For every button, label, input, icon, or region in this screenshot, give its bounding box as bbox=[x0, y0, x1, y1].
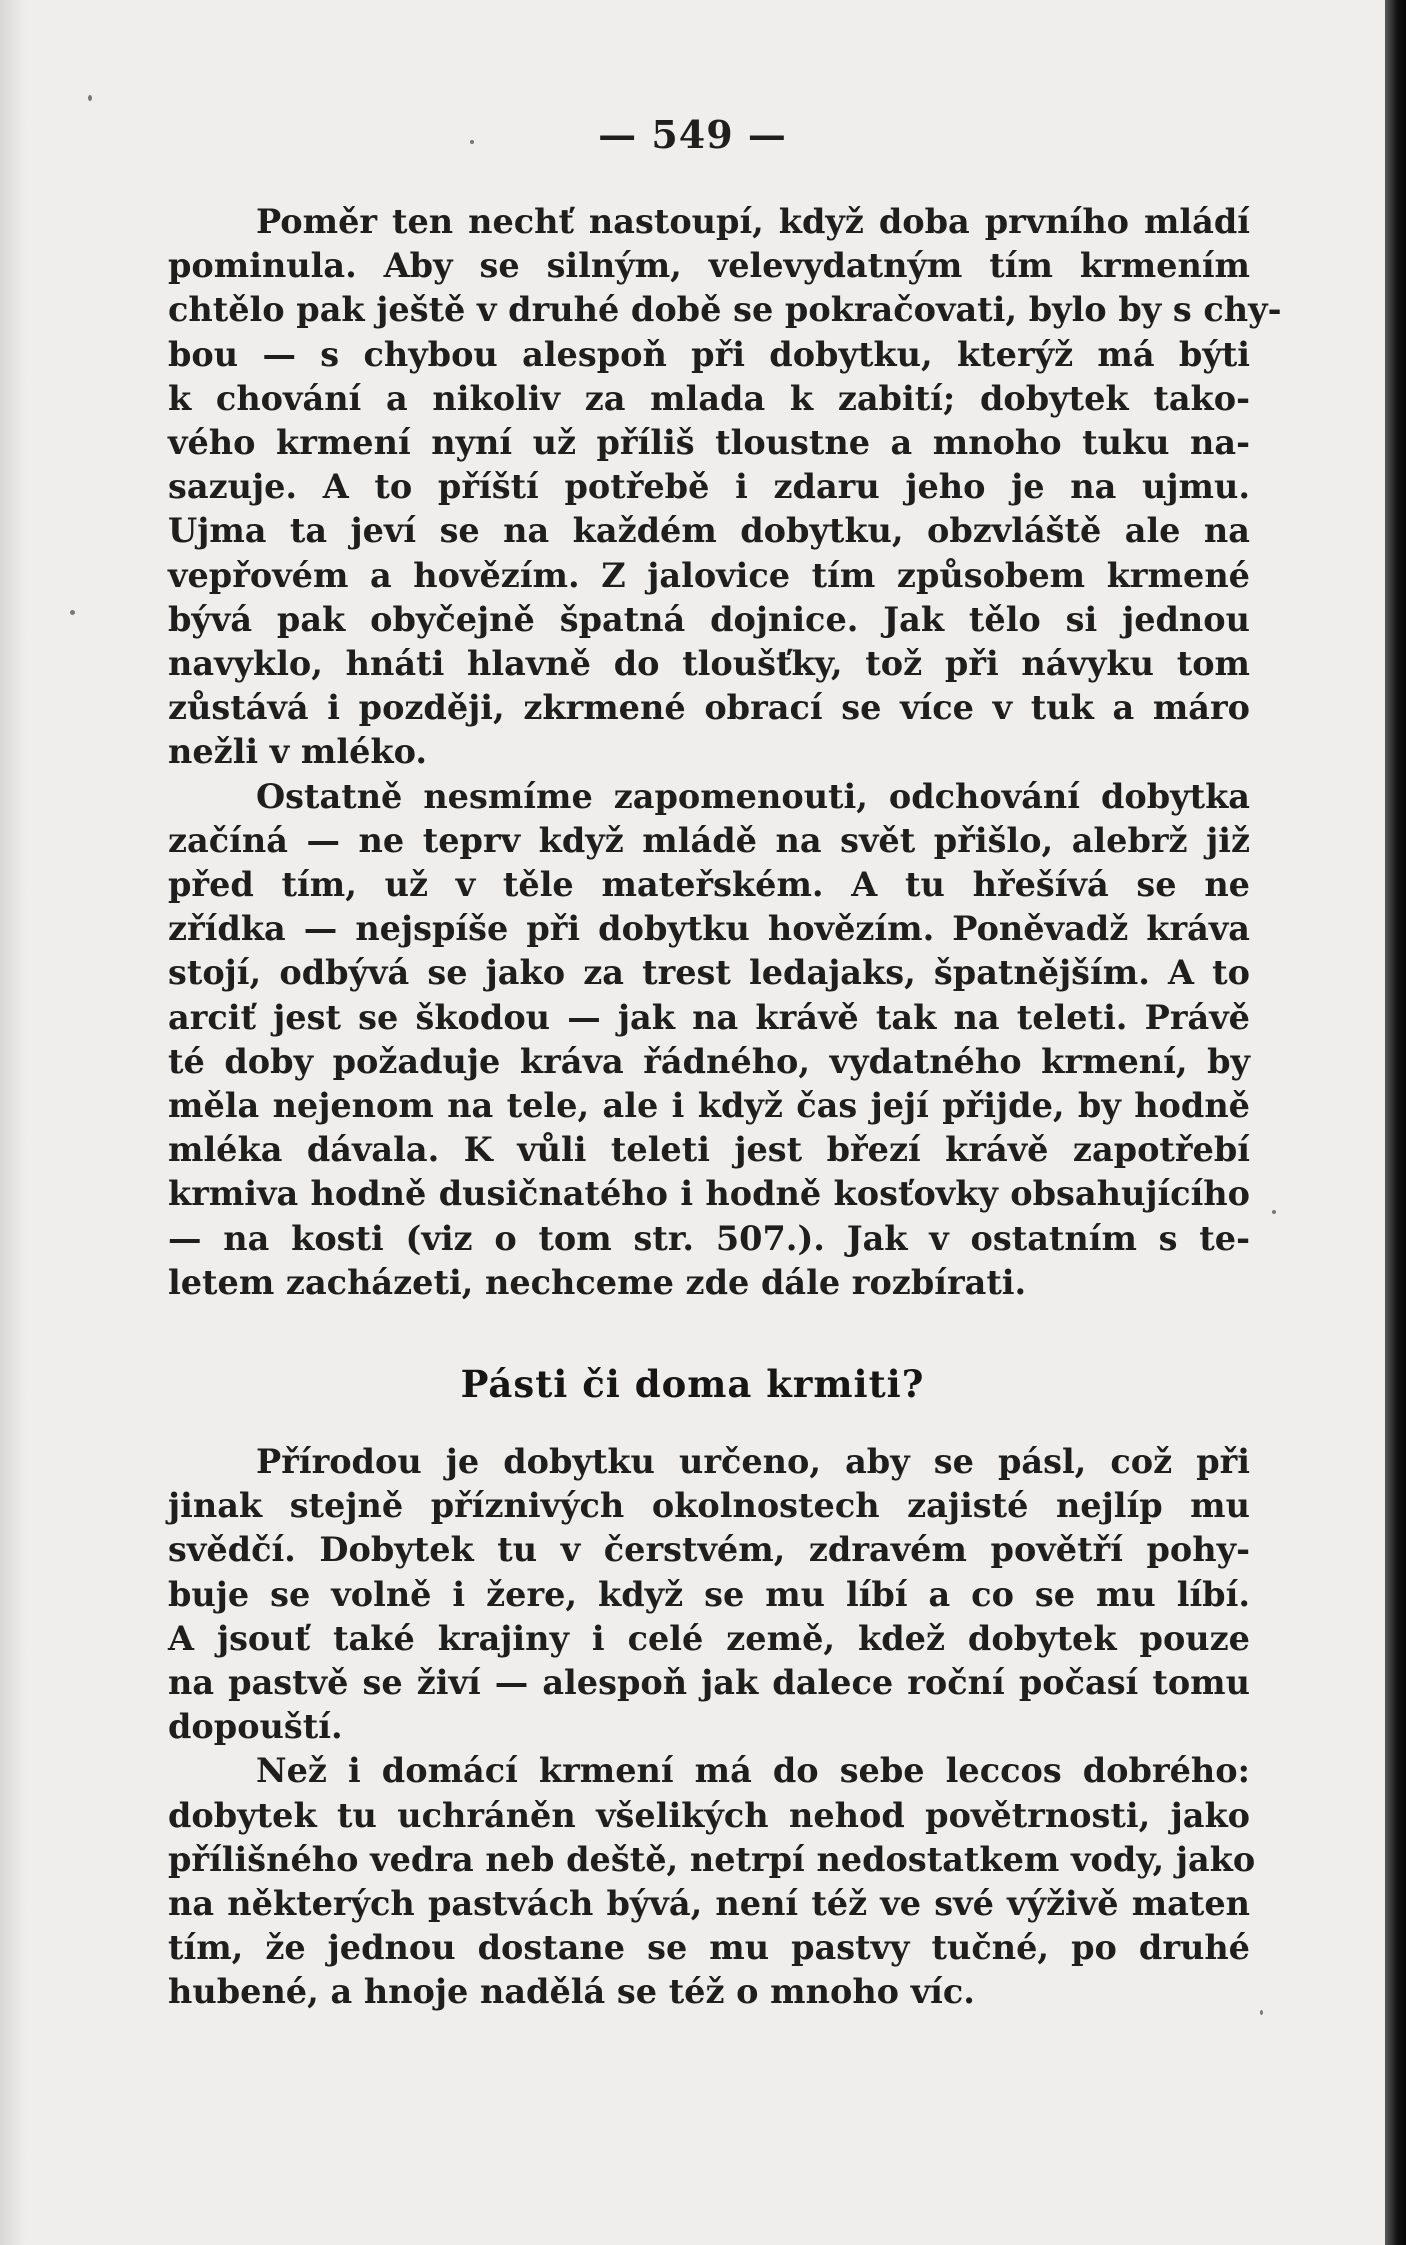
text-line: buje se volně i žere, když se mu líbí a co se mu líbí. bbox=[168, 1574, 1250, 1614]
text-line: té doby požaduje kráva řádného, vydatného krmení, by bbox=[168, 1041, 1250, 1081]
page-number: — 549 — bbox=[598, 112, 787, 157]
paper-speck bbox=[88, 95, 92, 101]
text-line: Než i domácí krmení má do sebe leccos dobrého: bbox=[256, 1751, 1250, 1791]
text-line: navyklo, hnáti hlavně do tloušťky, tož při návyku tom bbox=[168, 644, 1250, 684]
text-line: arciť jest se škodou — jak na krávě tak na teleti. Právě bbox=[168, 997, 1250, 1037]
paper-speck bbox=[470, 140, 474, 144]
text-line: vého krmení nyní už příliš tloustne a mnoho tuku na- bbox=[168, 423, 1250, 463]
text-line: zřídka — nejspíše při dobytku hovězím. Poněvadž kráva bbox=[168, 909, 1250, 949]
section-2-text bbox=[168, 1440, 1256, 2015]
text-line: Poměr ten nechť nastoupí, když doba prvního mládí bbox=[256, 202, 1250, 241]
text-line: Ujma ta jeví se na každém dobytku, obzvláště ale na bbox=[168, 511, 1250, 551]
text-line: nežli v mléko. bbox=[168, 732, 428, 772]
text-line: hubené, a hnoje nadělá se též o mnoho víc. bbox=[168, 1972, 975, 2012]
text-line: jinak stejně příznivých okolnostech zajisté nejlíp mu bbox=[168, 1486, 1250, 1526]
paper-speck bbox=[70, 610, 75, 615]
text-line: před tím, už v těle mateřském. A tu hřešívá se ne bbox=[168, 865, 1250, 905]
text-line: na pastvě se živí — alespoň jak dalece roční počasí tomu bbox=[168, 1663, 1250, 1703]
text-line: dobytek tu uchráněn všelikých nehod povětrnosti, jako bbox=[168, 1795, 1250, 1835]
text-line: měla nejenom na tele, ale i když čas její přijde, by hodně bbox=[168, 1086, 1250, 1126]
text-line: — na kosti (viz o tom str. 507.). Jak v ostatním s te- bbox=[168, 1218, 1250, 1258]
text-line: letem zacházeti, nechceme zde dále rozbírati. bbox=[168, 1262, 1027, 1302]
text-line: svědčí. Dobytek tu v čerstvém, zdravém povětří pohy- bbox=[168, 1530, 1250, 1570]
text-line: stojí, odbývá se jako za trest ledajaks, špatnějším. A to bbox=[168, 953, 1250, 993]
text-line: mléka dávala. K vůli teleti jest březí krávě zapotřebí bbox=[168, 1130, 1250, 1170]
text-line: bývá pak obyčejně špatná dojnice. Jak tělo si jednou bbox=[168, 599, 1250, 639]
text-line: začíná — ne teprv když mládě na svět přišlo, alebrž již bbox=[168, 820, 1250, 860]
text-line: krmiva hodně dusičnatého i hodně kosťovky obsahujícího bbox=[168, 1174, 1250, 1214]
text-line: A jsouť také krajiny i celé země, kdež dobytek pouze bbox=[168, 1618, 1250, 1658]
paper-speck bbox=[1272, 1210, 1276, 1214]
text-line: chtělo pak ještě v druhé době se pokračovati, bylo by s chy- bbox=[168, 290, 1282, 330]
scan-margin bbox=[0, 0, 26, 2245]
text-line: vepřovém a hovězím. Z jalovice tím způsobem krmené bbox=[168, 555, 1250, 595]
paper-speck bbox=[1260, 2010, 1263, 2015]
text-line: bou — s chybou alespoň při dobytku, kterýž má býti bbox=[168, 334, 1250, 374]
text-line: zůstává i později, zkrmené obrací se více v tuk a máro bbox=[168, 688, 1250, 728]
text-line: tím, že jednou dostane se mu pastvy tučné, po druhé bbox=[168, 1928, 1250, 1968]
text-line: přílišného vedra neb deště, netrpí nedostatkem vody, jako bbox=[168, 1839, 1256, 1879]
text-line: sazuje. A to příští potřebě i zdaru jeho je na ujmu. bbox=[168, 467, 1250, 507]
text-line: Ostatně nesmíme zapomenouti, odchování dobytka bbox=[256, 776, 1250, 816]
section-1-text bbox=[168, 200, 1282, 1305]
text-line: pominula. Aby se silným, velevydatným tím krmením bbox=[168, 246, 1250, 286]
text-line: na některých pastvách bývá, není též ve své výživě maten bbox=[168, 1884, 1250, 1924]
page-edge-shadow bbox=[1385, 0, 1406, 2245]
text-line: k chování a nikoliv za mlada k zabití; dobytek tako- bbox=[168, 378, 1250, 418]
section-heading: Pásti či doma krmiti? bbox=[460, 1362, 925, 1406]
text-line: dopouští. bbox=[168, 1707, 343, 1747]
text-line: Přírodou je dobytku určeno, aby se pásl, což při bbox=[256, 1442, 1250, 1481]
